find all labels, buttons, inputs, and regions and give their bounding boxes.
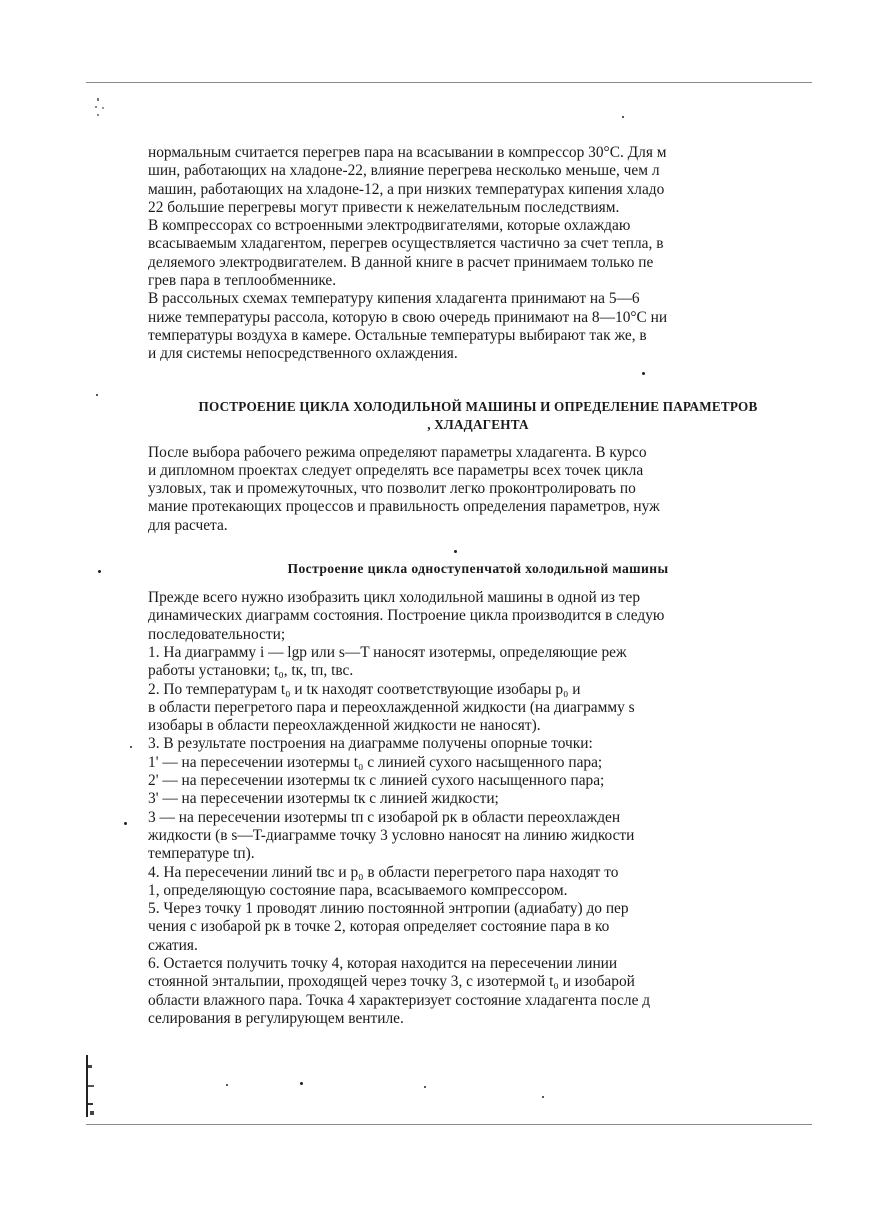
text-line: машин, работающих на хладоне-12, а при низких температурах кипения хладо (148, 180, 665, 198)
paragraph (148, 217, 808, 290)
text-line: изобары в области переохлажденной жидкости не наносят). (148, 717, 541, 735)
body-text-section (148, 444, 808, 535)
body-text-section (148, 144, 808, 364)
text-line: чения с изобарой pк в точке 2, которая определяет состояние пара в ко (148, 918, 610, 936)
text-line: 2. По температурам t₀ и tк находят соответствующие изобары p₀ и (148, 680, 581, 698)
text-line: области влажного пара. Точка 4 характеризует состояние хладагента после д (148, 991, 651, 1009)
speck-dot (622, 116, 624, 118)
body-text-section (148, 589, 808, 1028)
paragraph (148, 290, 808, 363)
text-line: 4. На пересечении линий tвс и p₀ в области перегретого пара находят то (148, 863, 619, 881)
text-line: 1, определяющую состояние пара, всасываемого компрессором. (148, 881, 568, 899)
text-line: ниже температуры рассола, которую в свою очередь принимают на 8—10°C ни (148, 308, 668, 326)
document-page (148, 144, 808, 1028)
paragraph (148, 681, 808, 736)
paragraph (148, 444, 808, 535)
paragraph (148, 772, 808, 790)
text-line: нормальным считается перегрев пара на всасывании в компрессор 30°C. Для м (148, 144, 667, 161)
speck-dot (300, 1082, 303, 1085)
text-line: узловых, так и промежуточных, что позволит легко проконтролировать по (148, 480, 636, 498)
text-line: всасываемым хладагентом, перегрев осуществляется частично за счет тепла, в (148, 235, 664, 253)
text-line: 6. Остается получить точку 4, которая находится на пересечении линии (148, 954, 618, 972)
text-line: жидкости (в s—T-диаграмме точку 3 условно наносят на линию жидкости (148, 826, 635, 844)
speck-dot (542, 1096, 544, 1098)
paragraph (148, 644, 808, 681)
paragraph (148, 589, 808, 644)
speck-dot (226, 1084, 228, 1086)
section-heading (148, 398, 808, 434)
text-line: сжатия. (148, 936, 198, 954)
text-line: для расчета. (148, 516, 228, 534)
text-line: шин, работающих на хладоне-22, влияние перегрева несколько меньше, чем л (148, 162, 660, 180)
paragraph (148, 754, 808, 772)
text-line: динамических диаграмм состояния. Построение цикла производится в следую (148, 607, 665, 625)
speck-dot (130, 746, 132, 748)
text-line: 3 — на пересечении изотермы tп с изобарой pк в области переохлажден (148, 808, 621, 826)
paragraph (148, 809, 808, 864)
bottom-rule (86, 1124, 812, 1125)
top-rule (86, 82, 812, 83)
text-line: в области перегретого пара и переохлажденной жидкости (на диаграмму s (148, 698, 635, 716)
margin-speck-mark (94, 96, 108, 120)
speck-dot (98, 570, 101, 573)
paragraph (148, 900, 808, 955)
text-line: 22 большие перегревы могут привести к нежелательным последствиям. (148, 198, 620, 216)
text-line: После выбора рабочего режима определяют параметры хладагента. В курсо (148, 443, 647, 461)
paragraph (148, 790, 808, 808)
text-line: В компрессорах со встроенными электродвигателями, которые охлаждаю (148, 217, 631, 235)
text-line: 2' — на пересечении изотермы tк с линией сухого насыщенного пара; (148, 772, 605, 790)
text-line: Прежде всего нужно изобразить цикл холодильной машины в одной из тер (148, 589, 641, 607)
text-line: температуры воздуха в камере. Остальные температуры выбирают так же, в (148, 326, 647, 344)
text-line: последовательности; (148, 625, 286, 643)
text-line: и дипломном проектах следует определять все параметры всех точек цикла (148, 461, 644, 479)
text-line: мание протекающих процессов и правильность определения параметров, нуж (148, 498, 660, 516)
text-line: 1. На диаграмму i — lgp или s—T наносят изотермы, определяющие реж (148, 643, 627, 661)
speck-dot (96, 394, 98, 396)
subsection-heading: Построение цикла одноступенчатой холодильной машины (287, 561, 669, 577)
section-heading-line-1: ПОСТРОЕНИЕ ЦИКЛА ХОЛОДИЛЬНОЙ МАШИНЫ И ОПРЕДЕЛЕНИЕ ПАРАМЕТРОВ (198, 398, 758, 414)
text-line: грев пара в теплообменнике. (148, 272, 337, 290)
paragraph (148, 955, 808, 1028)
text-line: 1' — на пересечении изотермы t₀ с линией сухого насыщенного пара; (148, 753, 603, 771)
scan-edge-mark (84, 1055, 96, 1117)
section-heading-line-2: , ХЛАДАГЕНТА (427, 416, 529, 432)
speck-dot (424, 1086, 426, 1088)
speck-dot (124, 822, 127, 825)
text-line: работы установки; t₀, tк, tп, tвс. (148, 662, 354, 680)
text-line: деляемого электродвигателем. В данной книге в расчет принимаем только пе (148, 253, 654, 271)
text-line: В рассольных схемах температуру кипения хладагента принимают на 5—6 (148, 290, 640, 308)
text-line: и для системы непосредственного охлаждения. (148, 345, 458, 363)
text-line: 3' — на пересечении изотермы tк с линией жидкости; (148, 790, 499, 808)
paragraph (148, 735, 808, 753)
text-line: температуре tп). (148, 845, 255, 863)
paragraph (148, 864, 808, 901)
text-line: 5. Через точку 1 проводят линию постоянной энтропии (адиабату) до пер (148, 900, 629, 918)
text-line: селирования в регулирующем вентиле. (148, 1009, 404, 1027)
text-line: 3. В результате построения на диаграмме получены опорные точки: (148, 735, 593, 753)
text-line: стоянной энтальпии, проходящей через точку 3, с изотермой t₀ и изобарой (148, 973, 635, 991)
paragraph (148, 144, 808, 217)
